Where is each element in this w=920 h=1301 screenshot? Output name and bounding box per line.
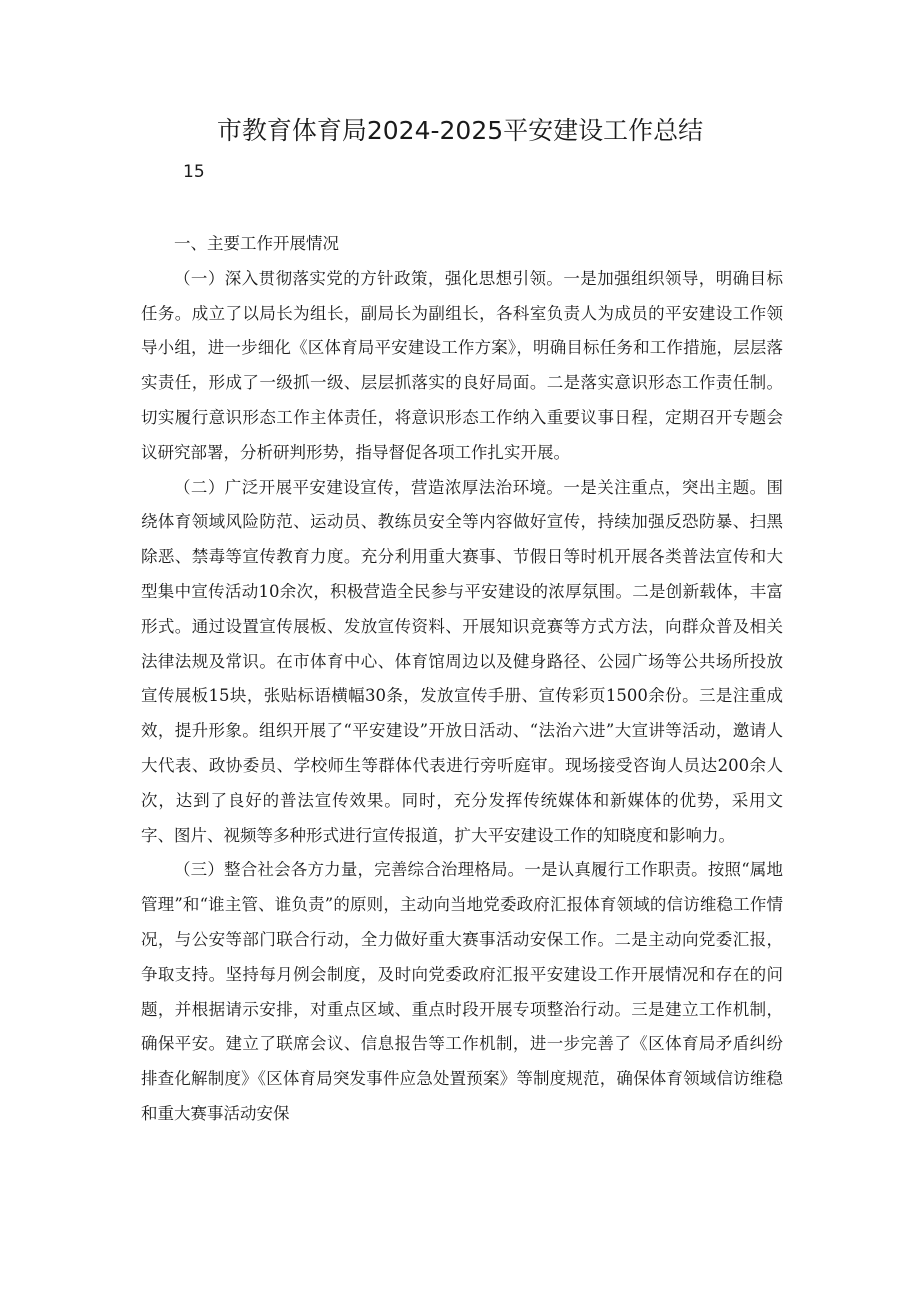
document-title: 市教育体育局2024-2025平安建设工作总结 <box>216 116 704 145</box>
paragraph-2: （二）广泛开展平安建设宣传，营造浓厚法治环境。一是关注重点，突出主题。围绕体育领域风险防范、运动员、教练员安全等内容做好宣传，持续加强反恐防暴、扫黑除恶、禁毒等宣传教育力度。充分利用重大赛事、节假日等时机开展各类普法宣传和大型集中宣传活动10余次，积极营造全民参与平安建设的浓厚氛围。二是创新载体，丰富形式。通过设置宣传展板、发放宣传资料、开展知识竞赛等方式方法，向群众普及相关法律法规及常识。在市体育中心、体育馆周边以及健身路径、公园广场等公共场所投放宣传展板15块，张贴标语横幅30条，发放宣传手册、宣传彩页1500余份。三是注重成效，提升形象。组织开展了“平安建设”开放日活动、“法治六进”大宣讲等活动，邀请人大代表、政协委员、学校师生等群体代表进行旁听庭审。现场接受咨询人员达200余人次，达到了良好的普法宣传效果。同时，充分发挥传统媒体和新媒体的优势，采用文字、图片、视频等多种形式进行宣传报道，扩大平安建设工作的知晓度和影响力。 <box>141 477 783 845</box>
paragraph-1: （一）深入贯彻落实党的方针政策，强化思想引领。一是加强组织领导，明确目标任务。成立了以局长为组长，副局长为副组长，各科室负责人为成员的平安建设工作领导小组，进一步细化《区体育局平安建设工作方案》，明确目标任务和工作措施，层层落实责任，形成了一级抓一级、层层抓落实的良好局面。二是落实意识形态工作责任制。切实履行意识形态工作主体责任，将意识形态工作纳入重要议事日程，定期召开专题会议研究部署，分析研判形势，指导督促各项工作扎实开展。 <box>141 268 783 462</box>
document-body <box>141 227 783 1132</box>
paragraph-3: （三）整合社会各方力量，完善综合治理格局。一是认真履行工作职责。按照“属地管理”和“谁主管、谁负责”的原则，主动向当地党委政府汇报体育领域的信访维稳工作情况，与公安等部门联合行动，全力做好重大赛事活动安保工作。二是主动向党委汇报，争取支持。坚持每月例会制度，及时向党委政府汇报平安建设工作开展情况和存在的问题，并根据请示安排，对重点区域、重点时段开展专项整治行动。三是建立工作机制，确保平安。建立了联席会议、信息报告等工作机制，进一步完善了《区体育局矛盾纠纷排查化解制度》《区体育局突发事件应急处置预案》等制度规范，确保体育领域信访维稳和重大赛事活动安保 <box>141 860 783 1123</box>
page-number: 15 <box>183 162 205 182</box>
section-heading: 一、主要工作开展情况 <box>174 234 339 253</box>
